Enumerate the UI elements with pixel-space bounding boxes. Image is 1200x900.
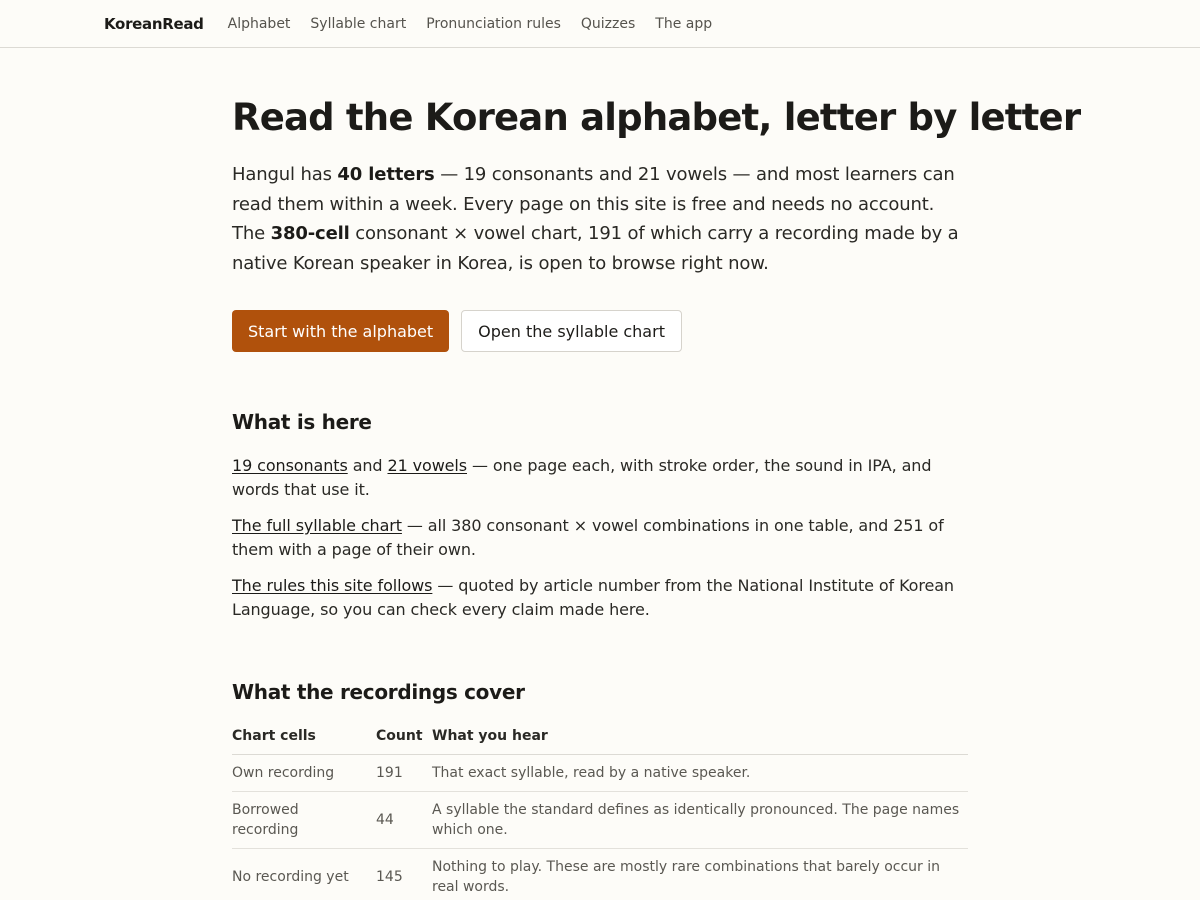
nav-link-the-app[interactable]: The app [655,15,713,32]
column-header-what-you-hear: What you hear [432,728,968,755]
cell-what-you-hear: Nothing to play. These are mostly rare combinations that barely occur in real words. [432,849,968,900]
list-item-text: — one page each, with stroke order, the sound in IPA, and words that use it. [232,456,932,499]
list-item-text: — all 380 consonant × vowel combinations in one table, and 251 of them with a page of their own. [232,516,944,559]
top-nav [0,0,1200,48]
recordings-heading: What the recordings cover [232,680,525,704]
intro-cell-count: 380-cell [270,223,350,244]
nav-link-syllable-chart[interactable]: Syllable chart [310,15,407,32]
hero-actions [232,310,968,352]
vowels-link[interactable]: 21 vowels [387,456,467,475]
what-is-here-section [232,410,968,622]
page-title: Read the Korean alphabet, letter by letter [232,96,1081,139]
cell-what-you-hear: A syllable the standard defines as identically pronounced. The page names which one. [432,792,968,849]
cell-count: 191 [376,755,432,792]
recordings-table [232,728,968,900]
table-row [232,792,968,849]
nav-link-alphabet[interactable]: Alphabet [227,15,291,32]
start-alphabet-button[interactable]: Start with the alphabet [232,310,449,352]
list-item-text: — quoted by article number from the National Institute of Korean Language, so you can check every claim made here. [232,576,954,619]
intro-paragraph [232,160,968,278]
intro-text-1: Hangul has [232,164,338,185]
intro-text-3: consonant × vowel chart, 191 of which carry a recording made by a native Korean speaker in Korea, is open to browse right now. [232,223,959,274]
list-item [232,454,968,502]
intro-letter-count: 40 letters [337,164,435,185]
main-content [232,96,1081,900]
intro-text-2: — 19 consonants and 21 vowels — and most learners can read them within a week. Every page on this site is free and needs no account. The [232,164,955,244]
table-header-row [232,728,968,755]
list-item [232,574,968,622]
rules-link[interactable]: The rules this site follows [232,576,433,595]
nav-link-quizzes[interactable]: Quizzes [580,15,636,32]
consonants-link[interactable]: 19 consonants [232,456,348,475]
open-syllable-chart-button[interactable]: Open the syllable chart [461,310,682,352]
cell-chart-cells: Own recording [232,755,376,792]
brand-logo-link[interactable]: KoreanRead [104,14,204,33]
table-row [232,755,968,792]
what-is-here-heading: What is here [232,410,372,434]
recordings-section [232,680,968,900]
syllable-chart-link[interactable]: The full syllable chart [232,516,402,535]
column-header-chart-cells: Chart cells [232,728,376,755]
column-header-count: Count [376,728,432,755]
table-row [232,849,968,900]
cell-count: 44 [376,792,432,849]
cell-count: 145 [376,849,432,900]
cell-chart-cells: Borrowed recording [232,792,376,849]
list-item-text: and [347,456,388,475]
cell-chart-cells: No recording yet [232,849,376,900]
nav-link-pronunciation-rules[interactable]: Pronunciation rules [426,15,561,32]
list-item [232,514,968,562]
cell-what-you-hear: That exact syllable, read by a native speaker. [432,755,968,792]
